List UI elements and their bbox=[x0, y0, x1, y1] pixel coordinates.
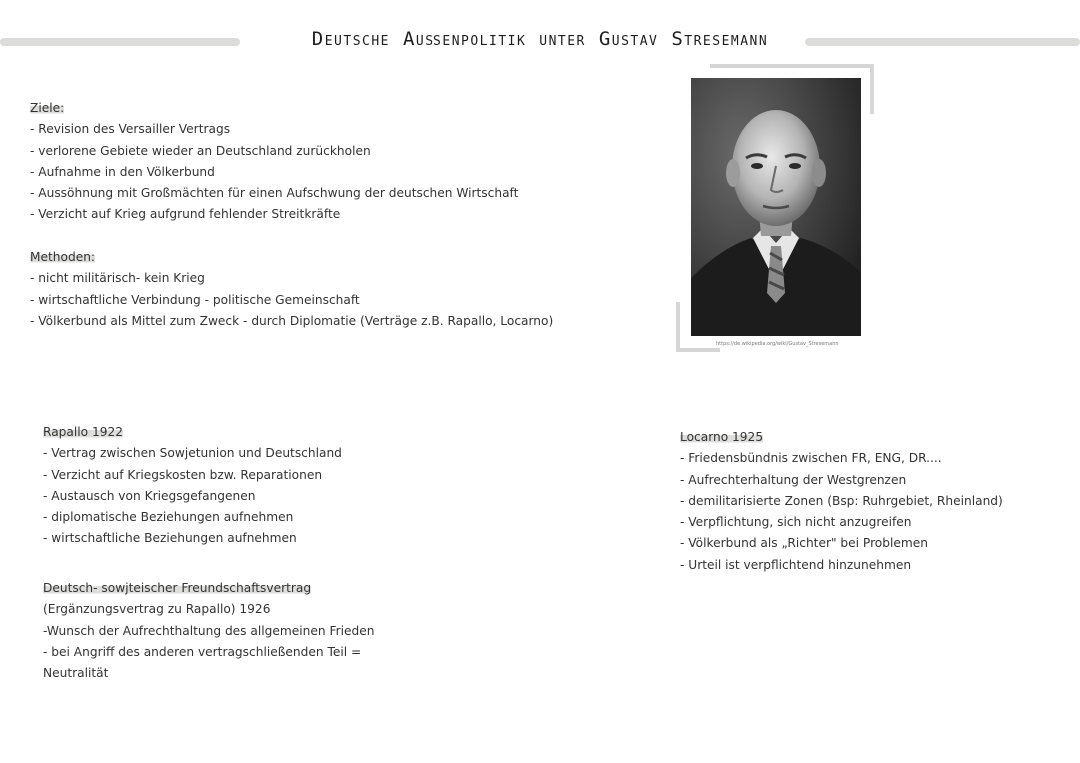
stresemann-portrait bbox=[691, 78, 861, 336]
locarno-item: - Aufrechterhaltung der Westgrenzen bbox=[680, 472, 907, 487]
methoden-section bbox=[30, 247, 553, 332]
locarno-item: - Völkerbund als „Richter" bei Problemen bbox=[680, 536, 928, 551]
ziele-heading: Ziele: bbox=[30, 101, 65, 115]
locarno-item: - Verpflichtung, sich nicht anzugreifen bbox=[680, 515, 912, 530]
rapallo-item: - Austausch von Kriegsgefangenen bbox=[43, 488, 256, 503]
methoden-item: - nicht militärisch- kein Krieg bbox=[30, 271, 205, 286]
freundschaft-item: Neutralität bbox=[43, 666, 109, 681]
page-title: Deutsche Außenpolitik unter Gustav Stresemann bbox=[302, 28, 778, 50]
photo-caption: https://de.wikipedia.org/wiki/Gustav_Stresemann bbox=[716, 341, 839, 347]
rapallo-item: - wirtschaftliche Beziehungen aufnehmen bbox=[43, 531, 297, 546]
rapallo-section bbox=[43, 422, 342, 550]
freundschaft-item: -Wunsch der Aufrechthaltung des allgemeinen Frieden bbox=[43, 623, 375, 638]
rapallo-item: - diplomatische Beziehungen aufnehmen bbox=[43, 510, 294, 525]
locarno-section bbox=[680, 427, 1003, 576]
rapallo-item: - Verzicht auf Kriegskosten bzw. Reparationen bbox=[43, 467, 323, 482]
freundschaft-heading: Deutsch- sowjteischer Freundschaftsvertrag bbox=[43, 581, 312, 595]
freundschaft-item: - bei Angriff des anderen vertragschließenden Teil = bbox=[43, 644, 362, 659]
methoden-item: - wirtschaftliche Verbindung - politische Gemeinschaft bbox=[30, 292, 360, 307]
locarno-item: - demilitarisierte Zonen (Bsp: Ruhrgebiet, Rheinland) bbox=[680, 493, 1003, 508]
rapallo-item: - Vertrag zwischen Sowjetunion und Deutschland bbox=[43, 446, 342, 461]
ziele-item: - Verzicht auf Krieg aufgrund fehlender Streitkräfte bbox=[30, 207, 341, 222]
title-bar-right bbox=[805, 38, 1080, 46]
ziele-item: - Aussöhnung mit Großmächten für einen Aufschwung der deutschen Wirtschaft bbox=[30, 186, 519, 201]
methoden-item: - Völkerbund als Mittel zum Zweck - durch Diplomatie (Verträge z.B. Rapallo, Locarno) bbox=[30, 313, 554, 328]
ziele-section bbox=[30, 98, 518, 226]
ziele-item: - Aufnahme in den Völkerbund bbox=[30, 164, 215, 179]
freundschaft-item: (Ergänzungsvertrag zu Rapallo) 1926 bbox=[43, 602, 271, 617]
rapallo-heading: Rapallo 1922 bbox=[43, 425, 123, 439]
freundschaft-section bbox=[43, 578, 374, 684]
ziele-item: - Revision des Versailler Vertrags bbox=[30, 122, 231, 137]
methoden-heading: Methoden: bbox=[30, 250, 96, 264]
locarno-heading: Locarno 1925 bbox=[680, 430, 764, 444]
portrait-illustration bbox=[691, 78, 861, 336]
locarno-item: - Friedensbündnis zwischen FR, ENG, DR.... bbox=[680, 451, 942, 466]
locarno-item: - Urteil ist verpflichtend hinzunehmen bbox=[680, 557, 912, 572]
title-bar-left bbox=[0, 38, 240, 46]
ziele-item: - verlorene Gebiete wieder an Deutschland zurückholen bbox=[30, 143, 371, 158]
